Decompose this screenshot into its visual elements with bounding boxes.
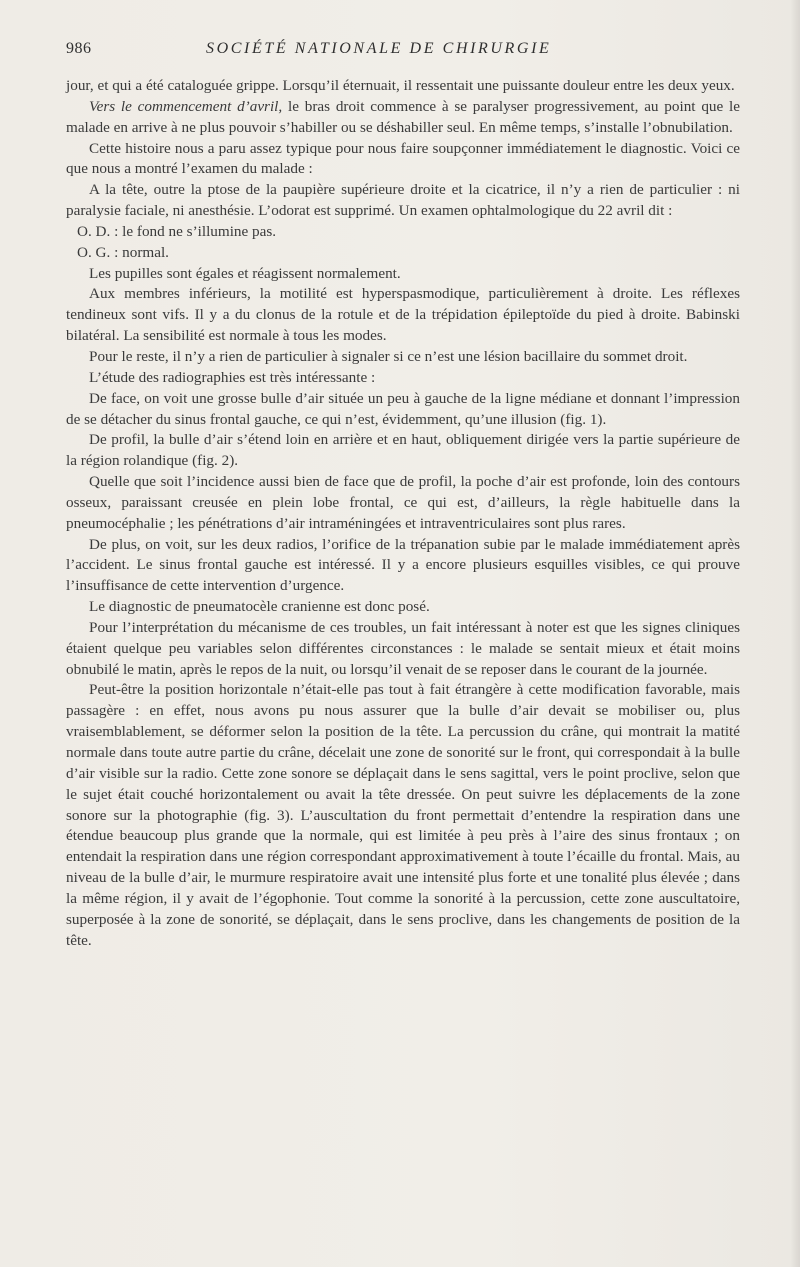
page-header — [66, 38, 740, 60]
paragraph-membres-inferieurs: Aux membres inférieurs, la motilité est hyperspasmodique, particulièrement à droite. Les réflexes tendineux sont vifs. Il y a du clonus de la rotule et de la trépidation épileptoïde du pied à droite. Babinski bilatéral. La sensibilité est normale à tous les modes. — [66, 285, 740, 345]
paragraph-pupilles: Les pupilles sont égales et réagissent normalement. — [89, 264, 401, 282]
paragraph-position-horizontale: Peut-être la position horizontale n’était-elle pas tout à fait étrangère à cette modification favorable, mais passagère : en effet, nous avons pu nous assurer que la bulle d’air devait se mobiliser ou, plus vraisemblablement, se déformer selon la position de la tête. La percussion du crâne, qui montrait la matité normale dans toute autre partie du crâne, décelait une zone de sonorité sur le front, qui correspondait à la bulle d’air visible sur la radio. Cette zone sonore se déplaçait dans le sens sagittal, vers le point proclive, selon que le sujet était couché horizontalement ou avait la tête dressée. On peut suivre les déplacements de la zone sonore sur la photographie (fig. 3). L’auscultation du front permettait d’entendre la respiration dans une étendue beaucoup plus grande que la normale, qui est limitée à peu près à l’aire des sinus frontaux ; on entendait la respiration dans une région correspondant approximativement à toute l’écaille du frontal. Mais, au niveau de la bulle d’air, le murmure respiratoire avait une intensité plus forte et une tonalité plus élevée ; dans la même région, il y avait de l’égophonie. Tout comme la sonorité à la percussion, cette zone auscultatoire, superposée à la zone de sonorité, se déplaçait, dans le sens proclive, dans les changements de position de la tête. — [66, 681, 740, 949]
page-number: 986 — [66, 40, 92, 57]
paragraph-de-face: De face, on voit une grosse bulle d’air située un peu à gauche de la ligne médiane et donnant l’impression de se détacher du sinus frontal gauche, ce qui n’est, évidemment, qu’une illusion (fig. 1). — [66, 389, 740, 428]
article-body — [66, 76, 740, 951]
paragraph-grippe: jour, et qui a été cataloguée grippe. Lorsqu’il éternuait, il ressentait une puissante douleur entre les deux yeux. — [66, 77, 735, 94]
paragraph-incidence: Quelle que soit l’incidence aussi bien de face que de profil, la poche d’air est profonde, loin des contours osseux, paraissant creusée en plein lobe frontal, ce qui est, d’ailleurs, la règle habituelle dans la pneumocéphalie ; les pénétrations d’air intraméningées et intraventriculaires sont plus rares. — [66, 473, 740, 532]
exam-line-og: O. G. : normal. — [77, 243, 169, 261]
italic-date-phrase: Vers le commencement d’avril, — [89, 97, 283, 115]
paragraph-trepanation: De plus, on voit, sur les deux radios, l’orifice de la trépanation subie par le malade immédiatement après l’accident. Le sinus frontal gauche est intéressé. Il y a encore plusieurs esquilles visibles, ce qui prouve l’insuffisance de cette intervention d’urgence. — [66, 535, 740, 595]
paragraph-paralysie — [66, 97, 740, 139]
paragraph-interpretation: Pour l’interprétation du mécanisme de ces troubles, un fait intéressant à noter est que les signes cliniques étaient quelque peu variables selon différentes circonstances : le malade se sentait mieux et était moins obnubilé le matin, après le repos de la nuit, ou lorsqu’il venait de se reposer dans le courant de la journée. — [66, 618, 740, 678]
paragraph-diagnostic-pose: Le diagnostic de pneumatocèle cranienne est donc posé. — [89, 598, 430, 616]
running-head: SOCIÉTÉ NATIONALE DE CHIRURGIE — [206, 40, 552, 57]
paragraph-diagnostic-soupcon: Cette histoire nous a paru assez typique pour nous faire soupçonner immédiatement le diagnostic. Voici ce que nous a montré l’examen du malade : — [66, 139, 740, 178]
paragraph-reste: Pour le reste, il n’y a rien de particulier à signaler si ce n’est une lésion bacillaire du sommet droit. — [89, 347, 688, 365]
paragraph-paralysie-text: le bras droit commence à se paralyser progressivement, au point que le malade en arrive à ne plus pouvoir s’habiller ou se déshabiller seul. En même temps, s’installe l’obnubilation. — [66, 97, 740, 136]
exam-line-od: O. D. : le fond ne s’illumine pas. — [77, 222, 277, 240]
paragraph-examen-tete: A la tête, outre la ptose de la paupière supérieure droite et la cicatrice, il n’y a rien de particulier : ni paralysie faciale, ni anesthésie. L’odorat est supprimé. Un examen ophtalmologique du 22 avril dit : — [66, 181, 740, 220]
paragraph-de-profil: De profil, la bulle d’air s’étend loin en arrière et en haut, obliquement dirigée vers la partie supérieure de la région rolandique (fig. 2). — [66, 431, 740, 470]
paragraph-radiographies: L’étude des radiographies est très intéressante : — [89, 368, 376, 386]
